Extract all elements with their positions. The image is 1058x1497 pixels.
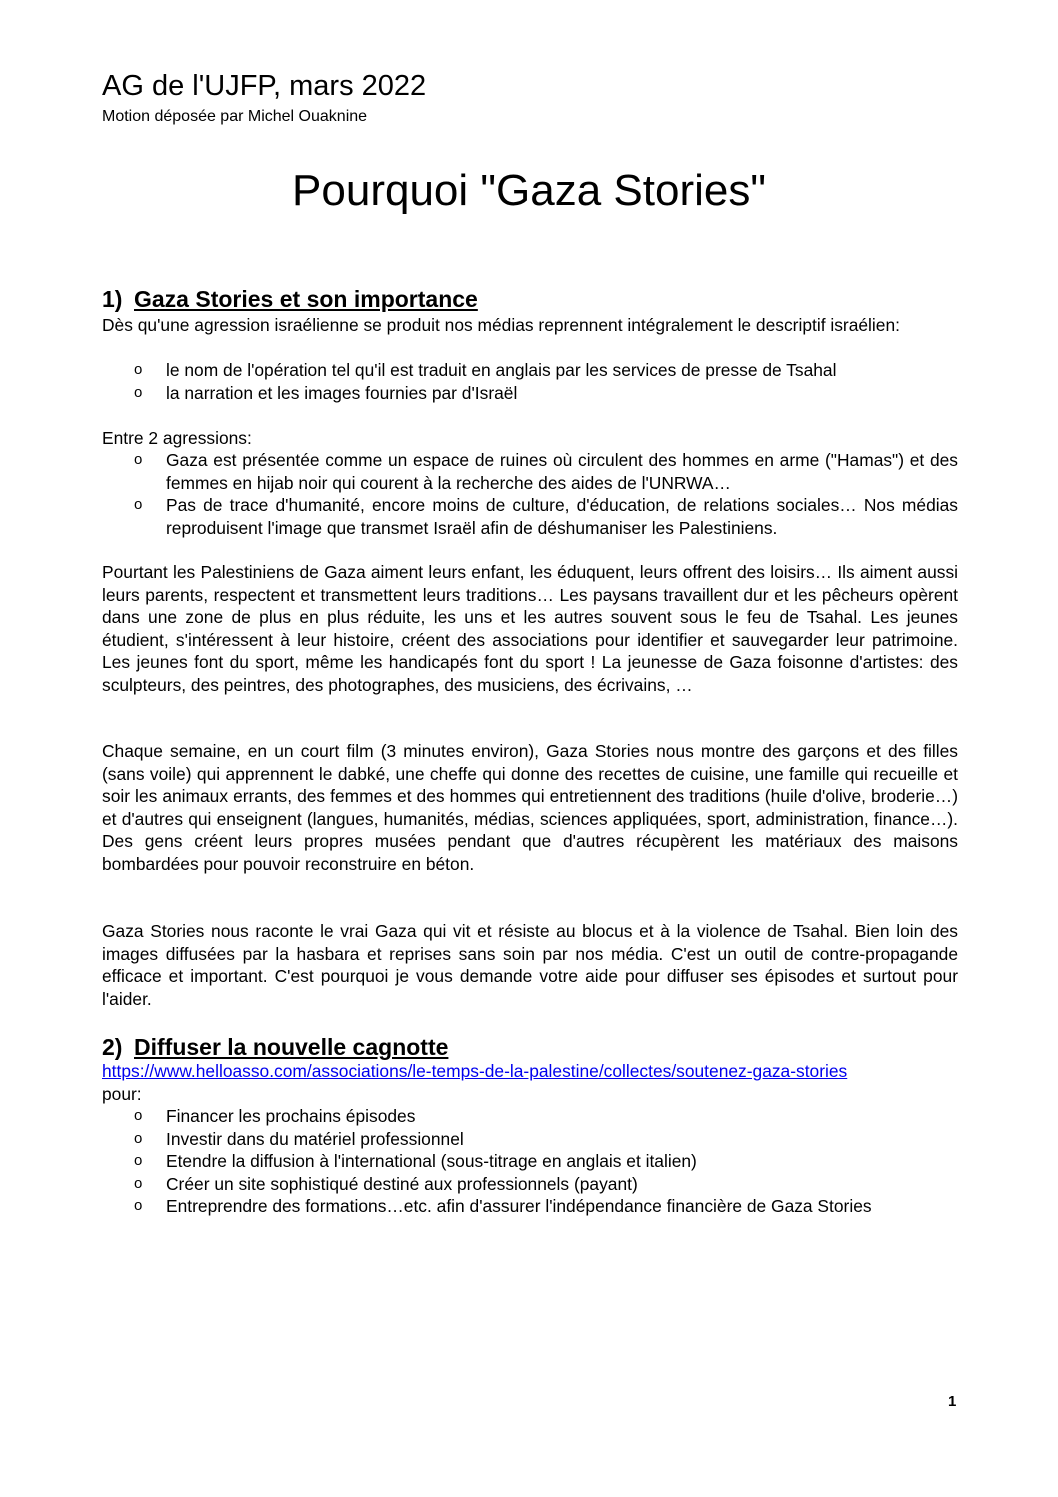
list-item-text: Gaza est présentée comme un espace de ruines où circulent des hommes en arme ("Hamas") et des femmes en hijab noir qui courent à la recherche des aides de l'UNRWA… (166, 450, 958, 493)
list-item-text: Entreprendre des formations…etc. afin d'assurer l'indépendance financière de Gaza Stories (166, 1196, 872, 1216)
section-2-number: 2) (102, 1034, 123, 1060)
section-1-paragraph-3 (102, 920, 958, 1010)
paragraph-text: Gaza Stories nous raconte le vrai Gaza qui vit et résiste au blocus et à la violence de Tsahal. Bien loin des images diffusées par la hasbara et reprises sans soin par nos média. C'est un outil de contre-propagande efficace et important. C'est pourquoi je vous demande votre aide pour diffuser ses épisodes et surtout pour l'aider. (102, 921, 958, 1009)
list-item-text: Financer les prochains épisodes (166, 1106, 416, 1126)
section-1-intro-list (102, 359, 958, 404)
bullet-icon: o (134, 361, 143, 378)
list-item (102, 359, 958, 382)
section-1-intro (102, 314, 958, 337)
section-1-number: 1) (102, 286, 123, 312)
page-title: Pourquoi "Gaza Stories" (292, 166, 766, 215)
bullet-icon: o (134, 1197, 143, 1214)
list-item (102, 1105, 958, 1128)
section-1-heading (102, 285, 478, 313)
section-2-heading (102, 1033, 448, 1061)
section-1-between-label (102, 427, 958, 450)
bullet-icon: o (134, 1174, 143, 1192)
paragraph-text: Pourtant les Palestiniens de Gaza aiment leurs enfant, les éduquent, leurs offrent des loisirs… Ils aiment aussi leurs parents, respectent et transmettent leurs traditions… Les paysans travaillent dur et les pêcheurs opèrent dans une zone de plus en plus réduite, les uns et les autres souvent sous le feu de Tsahal. Les jeunes étudient, s'intéressent à leur histoire, créent des associations pour identifier et sauvegarder leur patrimoine. Les jeunes font du sport, même les handicapés font du sport ! La jeunesse de Gaza foisonne d'artistes: des sculpteurs, des peintres, des photographes, des musiciens, des écrivains, … (102, 562, 958, 695)
pour-label: pour: (102, 1083, 142, 1104)
section-2-list (102, 1105, 958, 1218)
list-item (102, 494, 958, 539)
page-number: 1 (948, 1393, 957, 1410)
section-1-paragraph-2 (102, 740, 958, 875)
section-1-between-list (102, 449, 958, 539)
list-item (102, 1173, 958, 1196)
between-label-text: Entre 2 agressions: (102, 428, 252, 448)
section-1-title: Gaza Stories et son importance (134, 286, 478, 312)
section-2-link-block (102, 1060, 958, 1105)
list-item (102, 449, 958, 494)
bullet-icon: o (134, 1107, 143, 1124)
fundraiser-link[interactable]: https://www.helloasso.com/associations/le-temps-de-la-palestine/collectes/soutenez-gaza-stories (102, 1061, 848, 1081)
list-item-text: le nom de l'opération tel qu'il est traduit en anglais par les services de presse de Tsahal (166, 360, 837, 380)
section-2-title: Diffuser la nouvelle cagnotte (134, 1034, 449, 1060)
list-item-text: Investir dans du matériel professionnel (166, 1128, 464, 1149)
bullet-icon: o (134, 451, 143, 468)
list-item (102, 1128, 958, 1151)
list-item (102, 1150, 958, 1173)
bullet-icon: o (134, 496, 143, 513)
paragraph-text: Chaque semaine, en un court film (3 minutes environ), Gaza Stories nous montre des garçons et des filles (sans voile) qui apprennent le dabké, une cheffe qui donne des recettes de cuisine, une famille qui recueille et soir les animaux errants, des femmes et des hommes qui entretiennent des traditions (huile d'olive, broderie…) et d'autres qui enseignent (langues, humanités, médias, sciences appliquées, sport, administration, finance…). Des gens créent leurs propres musées pendant que d'autres récupèrent les matériaux des maisons bombardées pour pouvoir reconstruire en béton. (102, 741, 958, 874)
bullet-icon: o (134, 1129, 143, 1147)
section-1-paragraph-1 (102, 561, 958, 696)
list-item-text: Créer un site sophistiqué destiné aux professionnels (payant) (166, 1173, 638, 1194)
list-item (102, 382, 958, 405)
bullet-icon: o (134, 1152, 143, 1169)
list-item (102, 1195, 958, 1218)
list-item-text: la narration et les images fournies par d'Israël (166, 382, 518, 403)
document-header-title: AG de l'UJFP, mars 2022 (102, 70, 427, 102)
list-item-text: Etendre la diffusion à l'international (sous-titrage en anglais et italien) (166, 1151, 697, 1171)
document-header-subtitle: Motion déposée par Michel Ouaknine (102, 108, 368, 125)
bullet-icon: o (134, 383, 143, 401)
section-1-intro-text: Dès qu'une agression israélienne se produit nos médias reprennent intégralement le descriptif israélien: (102, 315, 900, 335)
list-item-text: Pas de trace d'humanité, encore moins de culture, d'éducation, de relations sociales… Nos médias reproduisent l'image que transmet Israël afin de déshumaniser les Palestiniens. (166, 495, 958, 538)
